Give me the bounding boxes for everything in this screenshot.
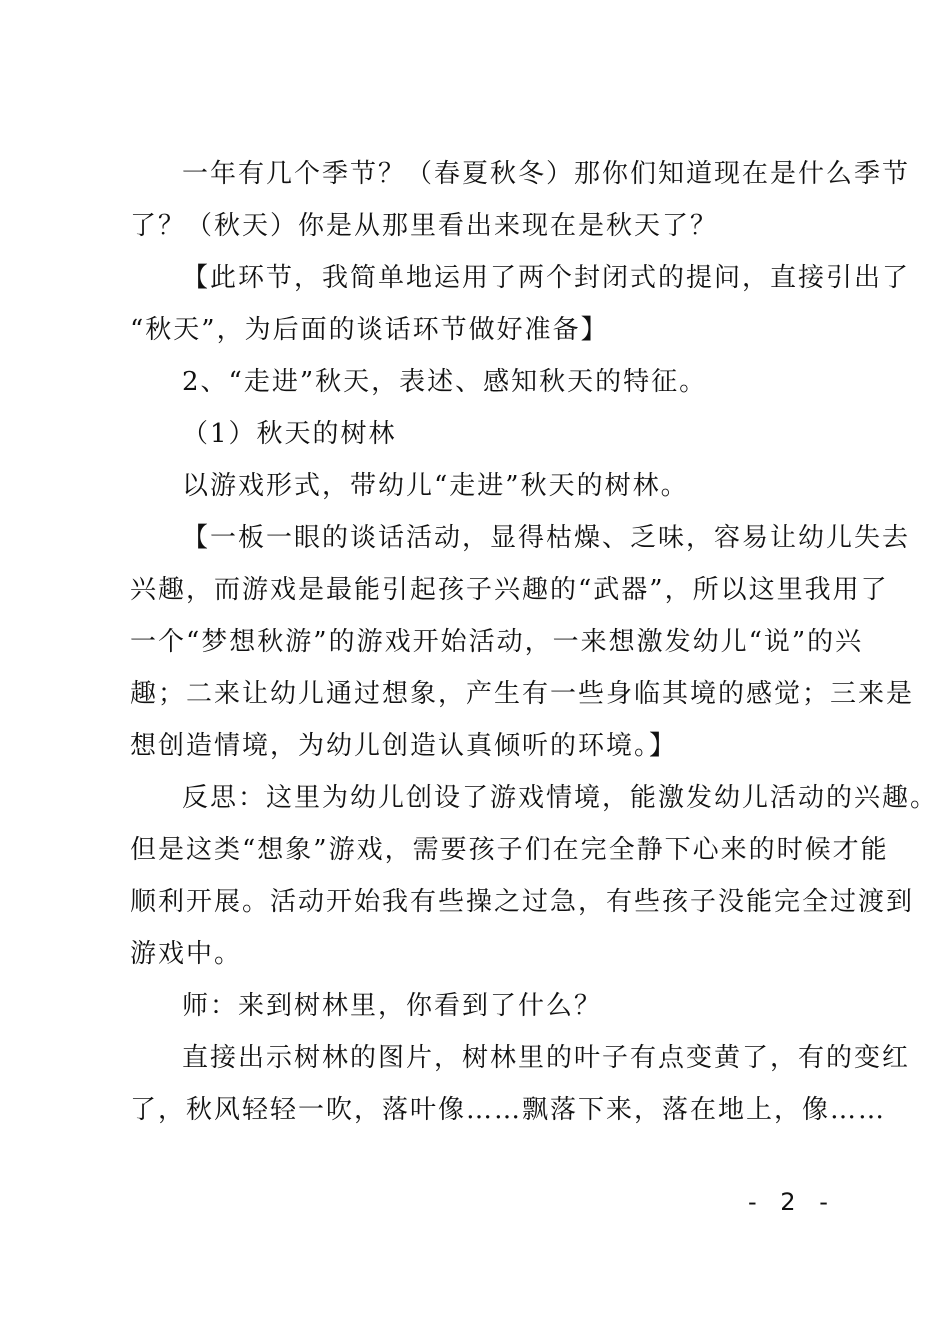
text-line: 但是这类“想象”游戏，需要孩子们在完全静下心来的时候才能 [130, 835, 889, 865]
text-line: 一个“梦想秋游”的游戏开始活动，一来想激发幼儿“说”的兴 [130, 627, 864, 657]
document-body [130, 148, 939, 1136]
text-line: 兴趣，而游戏是最能引起孩子兴趣的“武器”，所以这里我用了 [130, 575, 889, 605]
text-line: 以游戏形式，带幼儿“走进”秋天的树林。 [182, 471, 689, 501]
text-line: 【一板一眼的谈话活动，显得枯燥、乏味，容易让幼儿失去 [182, 523, 911, 553]
text-line: 反思：这里为幼儿创设了游戏情境，能激发幼儿活动的兴趣。 [182, 783, 939, 813]
text-line: 师：来到树林里，你看到了什么？ [182, 991, 603, 1021]
text-line: 直接出示树林的图片，树林里的叶子有点变黄了，有的变红 [182, 1043, 911, 1073]
subsection-heading: （1）秋天的树林 [182, 419, 397, 449]
section-heading: 2、“走进”秋天，表述、感知秋天的特征。 [182, 367, 708, 397]
text-line: 一年有几个季节？（春夏秋冬）那你们知道现在是什么季节 [182, 159, 911, 189]
page-number: - 2 - [748, 1188, 836, 1216]
text-line: 想创造情境，为幼儿创造认真倾听的环境。】 [130, 731, 678, 761]
text-line: 了，秋风轻轻一吹，落叶像……飘落下来，落在地上，像…… [130, 1095, 887, 1125]
text-line: 顺利开展。活动开始我有些操之过急，有些孩子没能完全过渡到 [130, 887, 915, 917]
text-line: 了？（秋天）你是从那里看出来现在是秋天了？ [130, 211, 719, 241]
text-line: 【此环节，我简单地运用了两个封闭式的提问，直接引出了 [182, 263, 911, 293]
text-line: 游戏中。 [130, 939, 243, 969]
text-line: “秋天”，为后面的谈话环节做好准备】 [130, 315, 609, 345]
text-line: 趣；二来让幼儿通过想象，产生有一些身临其境的感觉；三来是 [130, 679, 915, 709]
